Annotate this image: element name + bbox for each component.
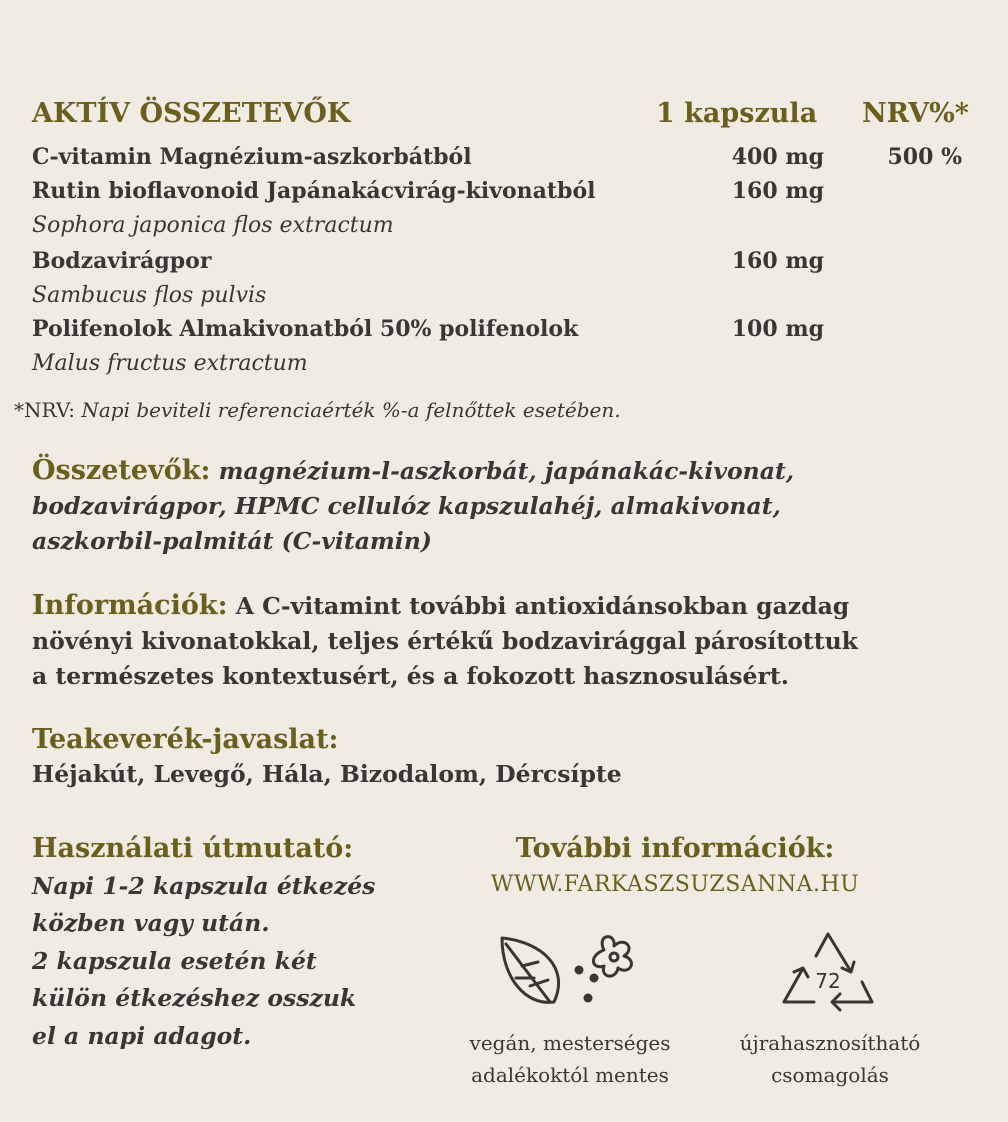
table-header-per-capsule: 1 kapszula xyxy=(656,98,818,129)
usage-line: külön étkezéshez osszuk xyxy=(32,984,357,1012)
table-row-name: Rutin bioflavonoid Japánakácvirág-kivonatból xyxy=(32,178,596,204)
ingredients-line: magnézium-l-aszkorbát, japánakác-kivonat, xyxy=(210,457,795,485)
table-row-nrv: 500 % xyxy=(887,144,962,170)
website-link[interactable]: WWW.FARKASZSUZSANNA.HU xyxy=(490,872,860,897)
badge-line: adalékoktól mentes xyxy=(471,1063,669,1087)
ingredients-line: aszkorbil-palmitát (C-vitamin) xyxy=(32,527,432,555)
table-header-ingredient: AKTÍV ÖSSZETEVŐK xyxy=(32,98,351,129)
table-row-latin: Malus fructus extractum xyxy=(32,351,308,376)
info-section xyxy=(32,588,858,694)
table-row-name: Polifenolok Almakivonatból 50% polifenolok xyxy=(32,316,579,342)
tea-section xyxy=(32,722,622,792)
info-line: a természetes kontextusért, és a fokozott hasznosulásért. xyxy=(32,662,789,690)
nrv-footnote-text: Napi beviteli referenciaérték %-a felnőttek esetében. xyxy=(81,398,621,422)
badge-line: vegán, mesterséges xyxy=(469,1031,671,1055)
recycle-icon xyxy=(778,928,878,1020)
table-row-amount: 400 mg xyxy=(731,144,824,170)
ingredients-label: Összetevők: xyxy=(32,455,211,486)
nrv-footnote xyxy=(14,398,621,422)
usage-line: közben vagy után. xyxy=(32,909,270,937)
more-info-label: További információk: xyxy=(515,833,835,864)
info-line: növényi kivonatokkal, teljes értékű bodzavirággal párosítottuk xyxy=(32,627,858,655)
usage-label: Használati útmutató: xyxy=(32,833,354,864)
table-row-latin: Sophora japonica flos extractum xyxy=(32,213,394,238)
info-line: A C-vitamint további antioxidánsokban gazdag xyxy=(227,592,850,620)
usage-line: 2 kapszula esetén két xyxy=(32,946,317,975)
ingredients-section xyxy=(32,453,794,559)
info-label: Információk: xyxy=(32,590,228,621)
badge-line: csomagolás xyxy=(771,1063,889,1087)
table-row-latin: Sambucus flos pulvis xyxy=(32,283,267,308)
table-row-name: C-vitamin Magnézium-aszkorbátból xyxy=(32,144,472,170)
table-row-amount: 160 mg xyxy=(731,248,824,274)
usage-section xyxy=(32,830,375,1055)
more-info-section xyxy=(440,830,910,903)
tea-label: Teakeverék-javaslat: xyxy=(32,724,339,755)
nrv-footnote-prefix: *NRV: xyxy=(14,398,82,422)
recycle-badge-text xyxy=(700,1027,960,1091)
table-row-amount: 100 mg xyxy=(731,316,824,342)
tea-text: Héjakút, Levegő, Hála, Bizodalom, Dércsípte xyxy=(32,760,622,788)
vegan-badge-text xyxy=(440,1027,700,1091)
badge-line: újrahasznosítható xyxy=(739,1031,921,1055)
recycle-code: 72 xyxy=(815,969,841,993)
table-row-amount: 160 mg xyxy=(731,178,824,204)
table-row-name: Bodzavirágpor xyxy=(32,248,212,274)
usage-line: el a napi adagot. xyxy=(32,1021,252,1050)
ingredients-line: bodzavirágpor, HPMC cellulóz kapszulahéj, almakivonat, xyxy=(32,492,781,520)
usage-line: Napi 1-2 kapszula étkezés xyxy=(32,871,376,900)
vegan-leaf-icon xyxy=(492,928,652,1014)
table-header-nrv: NRV%* xyxy=(862,98,969,129)
